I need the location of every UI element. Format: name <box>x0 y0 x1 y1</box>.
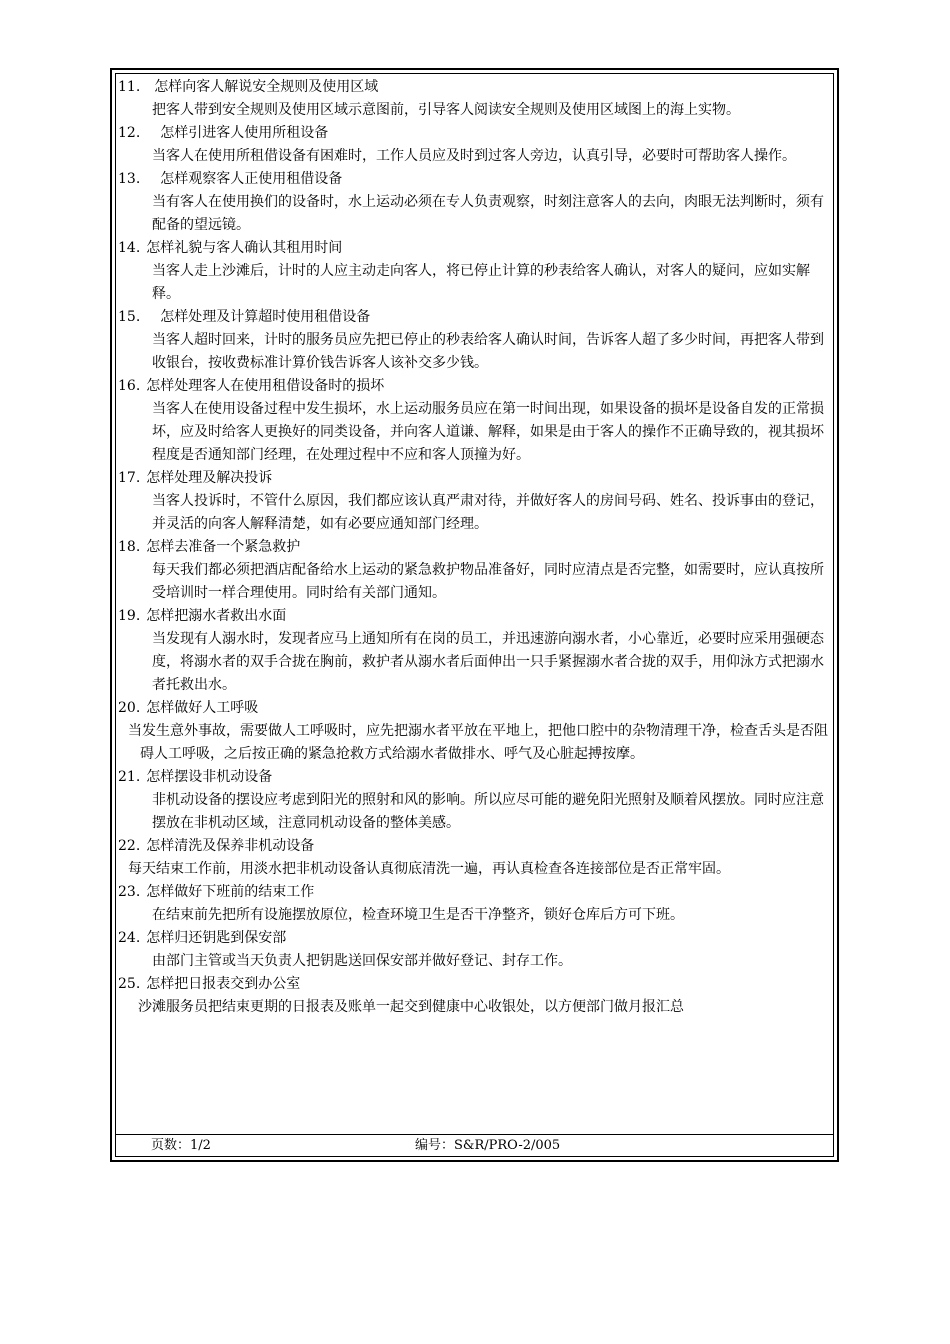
procedure-item <box>118 467 830 536</box>
procedure-item-body: 在结束前先把所有设施摆放原位，检查环境卫生是否干净整齐，锁好仓库后方可下班。 <box>152 907 684 923</box>
procedure-item-title <box>118 605 830 628</box>
procedure-item <box>118 881 830 927</box>
procedure-item-title <box>118 122 830 145</box>
procedure-item-body: 每天结束工作前，用淡水把非机动设备认真彻底清洗一遍，再认真检查各连接部位是否正常牢固。 <box>128 861 730 877</box>
procedure-item-title <box>118 835 830 858</box>
procedure-item-heading: 怎样处理及解决投诉 <box>146 470 273 486</box>
procedure-item-title <box>118 881 830 904</box>
procedure-item-heading: 怎样处理及计算超时使用租借设备 <box>160 309 371 325</box>
procedure-item-number: 17. <box>118 470 141 486</box>
procedure-item-heading: 怎样归还钥匙到保安部 <box>146 930 287 946</box>
procedure-item-body: 当客人在使用所租借设备有困难时，工作人员应及时到过客人旁边，认真引导，必要时可帮助客人操作。 <box>152 148 796 164</box>
procedure-item-body: 非机动设备的摆设应考虑到阳光的照射和风的影响。所以应尽可能的避免阳光照射及顺着风摆放。同时应注意摆放在非机动区域，注意同机动设备的整体美感。 <box>152 792 824 831</box>
procedure-item-number: 14. <box>118 240 141 256</box>
procedure-item-title <box>118 697 830 720</box>
procedure-item-title <box>118 467 830 490</box>
procedure-item-heading: 怎样把日报表交到办公室 <box>146 976 301 992</box>
procedure-item-body: 把客人带到安全规则及使用区域示意图前，引导客人阅读安全规则及使用区域图上的海上实物。 <box>152 102 740 118</box>
procedure-item-body: 当客人超时回来，计时的服务员应先把已停止的秒表给客人确认时间，告诉客人超了多少时间，再把客人带到收银台，按收费标准计算价钱告诉客人该补交多少钱。 <box>152 332 824 371</box>
procedure-item-heading: 怎样礼貌与客人确认其租用时间 <box>146 240 343 256</box>
procedure-item <box>118 306 830 375</box>
procedure-item-heading: 怎样做好下班前的结束工作 <box>146 884 315 900</box>
procedure-item-heading: 怎样做好人工呼吸 <box>146 700 259 716</box>
procedure-item-title <box>118 375 830 398</box>
procedure-item-title <box>118 536 830 559</box>
procedure-item <box>118 766 830 835</box>
procedure-list <box>118 76 830 1019</box>
procedure-item-heading: 怎样清洗及保养非机动设备 <box>146 838 315 854</box>
procedure-item-number: 23. <box>118 884 141 900</box>
procedure-item-title <box>118 76 830 99</box>
procedure-item-number: 18. <box>118 539 141 555</box>
procedure-item-number: 12. <box>118 125 141 141</box>
page-footer <box>115 1134 834 1157</box>
procedure-item <box>118 835 830 881</box>
procedure-item <box>118 122 830 168</box>
procedure-item-number: 22. <box>118 838 141 854</box>
page-number: 页数：1/2 <box>151 1138 211 1153</box>
procedure-item-heading: 怎样向客人解说安全规则及使用区域 <box>154 79 379 95</box>
procedure-item-body: 当发现有人溺水时，发现者应马上通知所有在岗的员工，并迅速游向溺水者，小心靠近，必要时应采用强硬态度，将溺水者的双手合拢在胸前，救护者从溺水者后面伸出一只手紧握溺水者合拢的双手，用仰泳方式把溺水者托救出水。 <box>152 631 824 693</box>
procedure-item-number: 16. <box>118 378 141 394</box>
procedure-item-number: 24. <box>118 930 141 946</box>
document-frame <box>110 68 839 1162</box>
procedure-item-body: 当客人投诉时，不管什么原因，我们都应该认真严肃对待，并做好客人的房间号码、姓名、投诉事由的登记，并灵活的向客人解释清楚，如有必要应通知部门经理。 <box>152 493 824 532</box>
procedure-item-heading: 怎样摆设非机动设备 <box>146 769 273 785</box>
procedure-item-title <box>118 168 830 191</box>
procedure-item-title <box>118 237 830 260</box>
procedure-item-number: 20. <box>118 700 141 716</box>
procedure-item <box>118 168 830 237</box>
document-code: 编号：S&R/PRO-2/005 <box>415 1138 561 1153</box>
procedure-item <box>118 536 830 605</box>
procedure-item-body: 沙滩服务员把结束更期的日报表及账单一起交到健康中心收银处，以方便部门做月报汇总 <box>138 999 684 1015</box>
procedure-item <box>118 927 830 973</box>
procedure-item-number: 19. <box>118 608 141 624</box>
procedure-item-body: 当有客人在使用换们的设备时，水上运动必须在专人负责观察，时刻注意客人的去向，肉眼无法判断时，须有配备的望远镜。 <box>152 194 824 233</box>
procedure-item <box>118 237 830 306</box>
procedure-item-body: 由部门主管或当天负责人把钥匙送回保安部并做好登记、封存工作。 <box>152 953 572 969</box>
procedure-item-heading: 怎样处理客人在使用租借设备时的损坏 <box>146 378 385 394</box>
procedure-item-heading: 怎样去准备一个紧急救护 <box>146 539 301 555</box>
procedure-item-number: 21. <box>118 769 141 785</box>
procedure-item-body: 每天我们都必须把酒店配备给水上运动的紧急救护物品准备好，同时应清点是否完整，如需要时，应认真按所受培训时一样合理使用。同时给有关部门通知。 <box>152 562 824 601</box>
procedure-item-body: 当发生意外事故，需要做人工呼吸时，应先把溺水者平放在平地上，把他口腔中的杂物清理干净，检查舌头是否阻碍人工呼吸，之后按正确的紧急抢救方式给溺水者做排水、呼气及心脏起搏按摩。 <box>128 723 828 762</box>
procedure-item <box>118 76 830 122</box>
procedure-item-title <box>118 766 830 789</box>
procedure-item-heading: 怎样观察客人正使用租借设备 <box>160 171 343 187</box>
procedure-item-title <box>118 973 830 996</box>
procedure-item <box>118 375 830 467</box>
procedure-item <box>118 605 830 697</box>
procedure-item-number: 13. <box>118 171 141 187</box>
procedure-item-body: 当客人走上沙滩后，计时的人应主动走向客人，将已停止计算的秒表给客人确认，对客人的疑问，应如实解释。 <box>152 263 810 302</box>
procedure-item <box>118 973 830 1019</box>
procedure-item-heading: 怎样把溺水者救出水面 <box>146 608 287 624</box>
procedure-item-number: 11. <box>118 79 141 95</box>
procedure-item-title <box>118 927 830 950</box>
procedure-item-heading: 怎样引进客人使用所租设备 <box>160 125 329 141</box>
procedure-item-body: 当客人在使用设备过程中发生损坏，水上运动服务员应在第一时间出现，如果设备的损坏是设备自发的正常损坏，应及时给客人更换好的同类设备，并向客人道谦、解释，如果是由于客人的操作不正确导致的，视其损坏程度是否通知部门经理，在处理过程中不应和客人顶撞为好。 <box>152 401 824 463</box>
procedure-item-title <box>118 306 830 329</box>
procedure-item-number: 25. <box>118 976 141 992</box>
procedure-item <box>118 697 830 766</box>
procedure-item-number: 15. <box>118 309 141 325</box>
